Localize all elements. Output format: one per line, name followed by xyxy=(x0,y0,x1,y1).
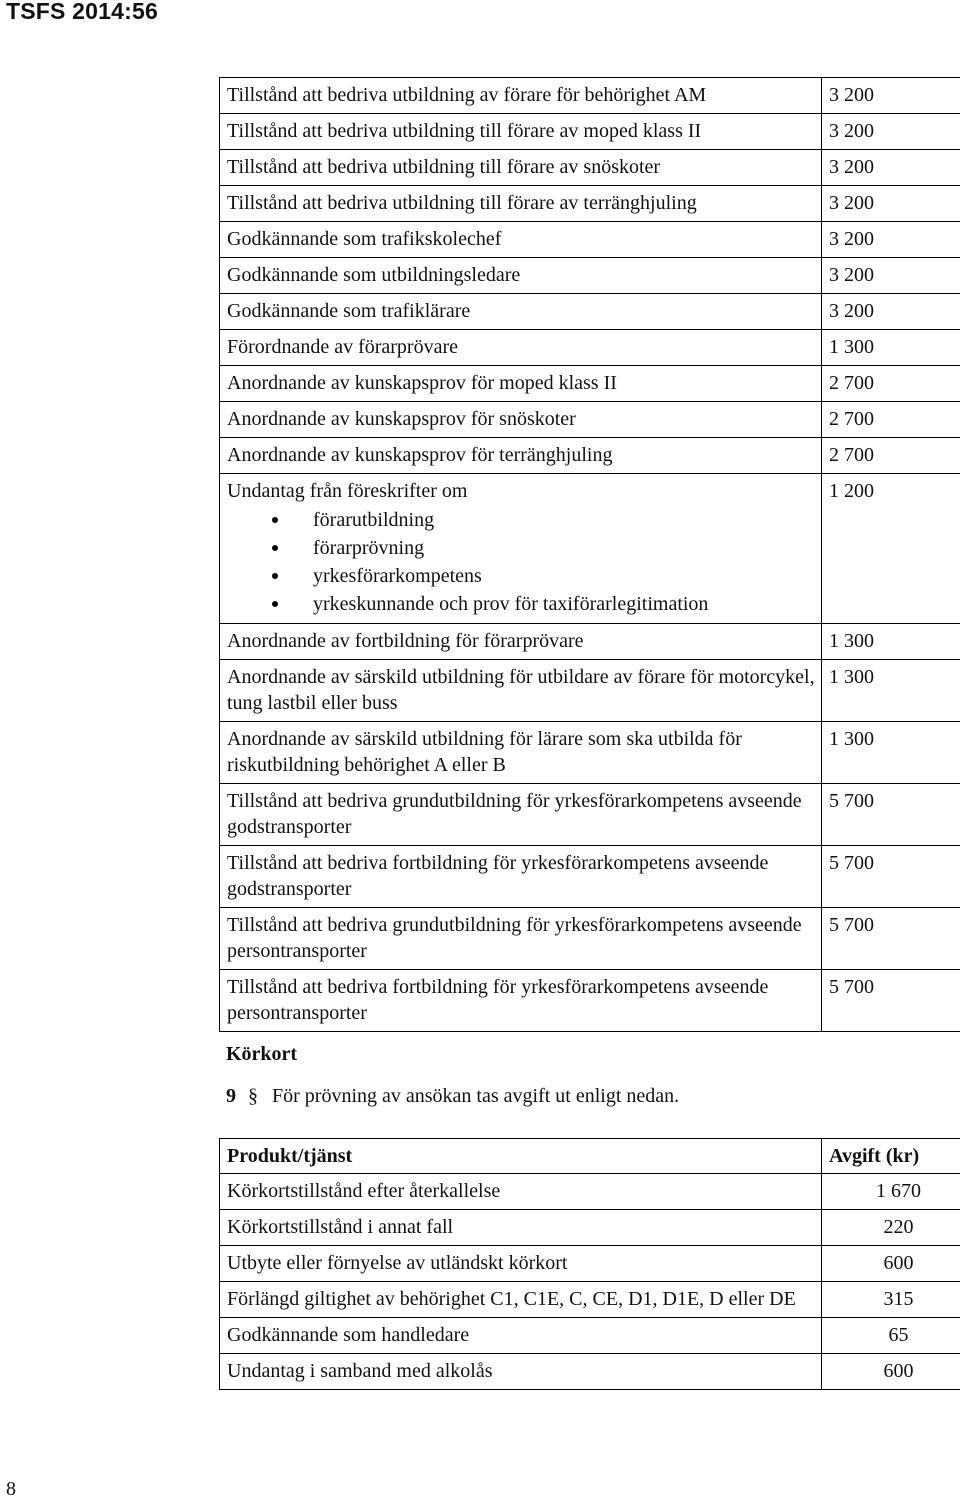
fee-description: Godkännande som utbildningsledare xyxy=(220,258,822,294)
fee-amount xyxy=(822,1174,960,1210)
fee-amount-text: 1 670 xyxy=(876,1180,921,1202)
fee-amount: 3 200 xyxy=(822,186,960,222)
fee-description: Tillstånd att bedriva grundutbildning för yrkesförarkompetens avseende godstransporter xyxy=(220,784,822,846)
table-row xyxy=(220,186,960,222)
fee-amount xyxy=(822,1246,960,1282)
document-id: TSFS 2014:56 xyxy=(6,0,158,24)
table-row xyxy=(220,846,960,908)
fee-amount: 5 700 xyxy=(822,908,960,970)
exemption-lead: Undantag från föreskrifter om xyxy=(227,480,468,502)
fee-amount-text: 600 xyxy=(883,1360,914,1382)
list-item-text: yrkesförarkompetens xyxy=(313,565,482,587)
list-item xyxy=(227,562,815,590)
list-item-text: förarutbildning xyxy=(313,509,435,531)
fee-description: Godkännande som trafikskolechef xyxy=(220,222,822,258)
fee-amount: 1 200 xyxy=(822,474,960,624)
bullet-icon xyxy=(272,545,278,551)
table-row xyxy=(220,78,960,114)
page-number: 8 xyxy=(6,1478,16,1500)
fee-amount: 3 200 xyxy=(822,258,960,294)
table-row-exemption xyxy=(220,474,960,624)
table-row xyxy=(220,438,960,474)
bullet-icon xyxy=(272,573,278,579)
table-row xyxy=(220,970,960,1032)
table-row xyxy=(220,1282,960,1318)
list-item xyxy=(227,534,815,562)
fee-amount-text: 315 xyxy=(883,1288,914,1310)
fee-amount xyxy=(822,1282,960,1318)
table-row xyxy=(220,722,960,784)
fee-table-1 xyxy=(219,77,960,1032)
bullet-icon xyxy=(272,601,278,607)
fee-description: Anordnande av fortbildning för förarprövare xyxy=(220,624,822,660)
fee-amount: 3 200 xyxy=(822,78,960,114)
fee-amount: 1 300 xyxy=(822,330,960,366)
fee-amount-text: 65 xyxy=(888,1324,909,1346)
table-row xyxy=(220,294,960,330)
fee-description: Förordnande av förarprövare xyxy=(220,330,822,366)
fee-amount xyxy=(822,1318,960,1354)
column-header-product: Produkt/tjänst xyxy=(220,1139,822,1174)
fee-description: Anordnande av särskild utbildning för lärare som ska utbilda för riskutbildning behörighet A eller B xyxy=(220,722,822,784)
table-row xyxy=(220,150,960,186)
fee-description: Anordnande av kunskapsprov för snöskoter xyxy=(220,402,822,438)
fee-description: Tillstånd att bedriva utbildning till förare av moped klass II xyxy=(220,114,822,150)
table-row xyxy=(220,114,960,150)
fee-description: Tillstånd att bedriva grundutbildning för yrkesförarkompetens avseende persontransporter xyxy=(220,908,822,970)
fee-description: Tillstånd att bedriva utbildning till förare av snöskoter xyxy=(220,150,822,186)
fee-description: Tillstånd att bedriva utbildning av förare för behörighet AM xyxy=(220,78,822,114)
section-symbol: § xyxy=(248,1085,258,1107)
table-row xyxy=(220,784,960,846)
fee-amount: 1 300 xyxy=(822,660,960,722)
table-row xyxy=(220,1354,960,1390)
fee-amount: 2 700 xyxy=(822,402,960,438)
fee-amount-text: 600 xyxy=(883,1252,914,1274)
fee-amount: 3 200 xyxy=(822,114,960,150)
fee-amount: 3 200 xyxy=(822,294,960,330)
fee-amount: 5 700 xyxy=(822,784,960,846)
table-row xyxy=(220,258,960,294)
list-item-text: yrkeskunnande och prov för taxiförarlegitimation xyxy=(313,593,709,615)
fee-table-korkort xyxy=(219,1138,960,1390)
list-item-text: förarprövning xyxy=(313,537,425,559)
table-header-row xyxy=(220,1139,960,1174)
table-row xyxy=(220,1246,960,1282)
table-row xyxy=(220,1318,960,1354)
fee-description: Godkännande som handledare xyxy=(220,1318,822,1354)
table-row xyxy=(220,624,960,660)
fee-description: Anordnande av kunskapsprov för moped klass II xyxy=(220,366,822,402)
fee-amount: 2 700 xyxy=(822,366,960,402)
table-row xyxy=(220,908,960,970)
fee-description: Körkortstillstånd i annat fall xyxy=(220,1210,822,1246)
fee-description xyxy=(220,474,822,624)
exemption-list xyxy=(227,506,815,618)
paragraph-text: För prövning av ansökan tas avgift ut enligt nedan. xyxy=(272,1085,680,1107)
fee-description: Undantag i samband med alkolås xyxy=(220,1354,822,1390)
fee-amount-text: 220 xyxy=(883,1216,914,1238)
fee-amount: 5 700 xyxy=(822,970,960,1032)
table-row xyxy=(220,402,960,438)
fee-description: Tillstånd att bedriva fortbildning för yrkesförarkompetens avseende persontransporter xyxy=(220,970,822,1032)
fee-description: Anordnande av särskild utbildning för utbildare av förare för motorcykel, tung lastbil eller buss xyxy=(220,660,822,722)
fee-description: Körkortstillstånd efter återkallelse xyxy=(220,1174,822,1210)
fee-amount: 3 200 xyxy=(822,150,960,186)
section-heading: Körkort xyxy=(226,1043,298,1065)
fee-amount: 1 300 xyxy=(822,624,960,660)
fee-description: Anordnande av kunskapsprov för terränghjuling xyxy=(220,438,822,474)
fee-description: Tillstånd att bedriva fortbildning för yrkesförarkompetens avseende godstransporter xyxy=(220,846,822,908)
bullet-icon xyxy=(272,517,278,523)
fee-description: Godkännande som trafiklärare xyxy=(220,294,822,330)
list-item xyxy=(227,590,815,618)
table-row xyxy=(220,222,960,258)
list-item xyxy=(227,506,815,534)
table-row xyxy=(220,660,960,722)
fee-amount: 3 200 xyxy=(822,222,960,258)
table-row xyxy=(220,1210,960,1246)
fee-amount: 5 700 xyxy=(822,846,960,908)
table-row xyxy=(220,330,960,366)
fee-description: Utbyte eller förnyelse av utländskt körkort xyxy=(220,1246,822,1282)
fee-description: Tillstånd att bedriva utbildning till förare av terränghjuling xyxy=(220,186,822,222)
fee-description: Förlängd giltighet av behörighet C1, C1E, C, CE, D1, D1E, D eller DE xyxy=(220,1282,822,1318)
fee-amount: 1 300 xyxy=(822,722,960,784)
fee-amount xyxy=(822,1354,960,1390)
fee-amount: 2 700 xyxy=(822,438,960,474)
paragraph-number: 9 xyxy=(226,1085,236,1107)
paragraph-9 xyxy=(226,1085,679,1108)
table-row xyxy=(220,1174,960,1210)
table-row xyxy=(220,366,960,402)
fee-amount xyxy=(822,1210,960,1246)
column-header-fee: Avgift (kr) xyxy=(822,1139,960,1174)
